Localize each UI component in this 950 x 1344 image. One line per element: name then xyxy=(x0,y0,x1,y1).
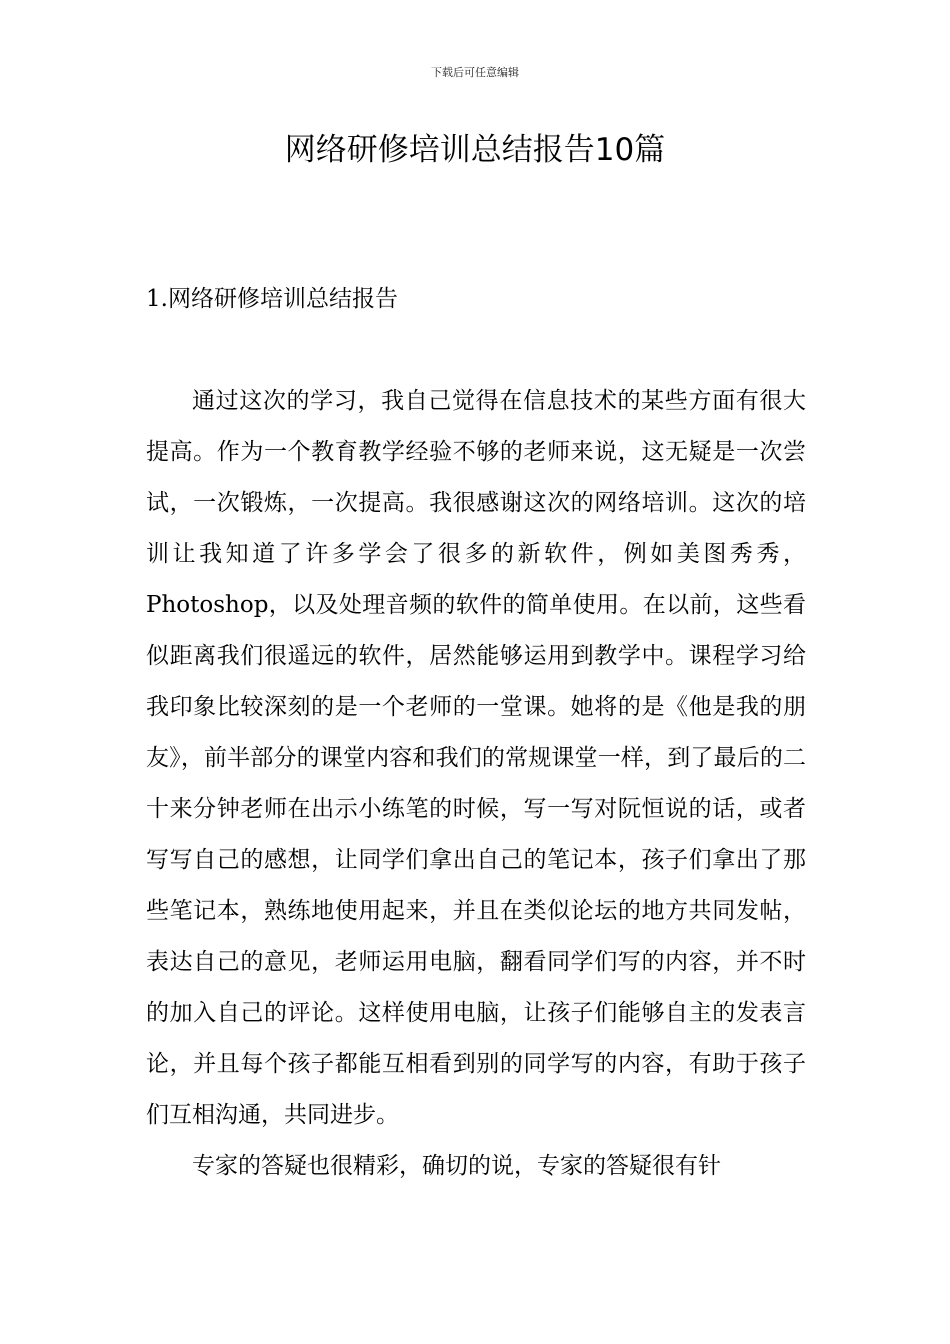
body-text xyxy=(146,376,806,1192)
document-title: 网络研修培训总结报告10篇 xyxy=(284,132,666,168)
paragraph: 专家的答疑也很精彩，确切的说，专家的答疑很有针 xyxy=(192,1153,721,1179)
paragraph: 通过这次的学习，我自己觉得在信息技术的某些方面有很大提高。作为一个教育教学经验不够的老师来说，这无疑是一次尝试，一次锻炼，一次提高。我很感谢这次的网络培训。这次的培训让我知道了许多学会了很多的新软件，例如美图秀秀，Photoshop，以及处理音频的软件的简单使用。在以前，这些看似距离我们很遥远的软件，居然能够运用到教学中。课程学习给我印象比较深刻的是一个老师的一堂课。她将的是《他是我的朋友》，前半部分的课堂内容和我们的常规课堂一样，到了最后的二十来分钟老师在出示小练笔的时候，写一写对阮恒说的话，或者写写自己的感想，让同学们拿出自己的笔记本，孩子们拿出了那些笔记本，熟练地使用起来，并且在类似论坛的地方共同发帖，表达自己的意见，老师运用电脑，翻看同学们写的内容，并不时的加入自己的评论。这样使用电脑，让孩子们能够自主的发表言论，并且每个孩子都能互相看到别的同学写的内容，有助于孩子们互相沟通，共同进步。 xyxy=(146,388,806,1128)
section-heading: 1.网络研修培训总结报告 xyxy=(146,286,398,312)
header-note: 下载后可任意编辑 xyxy=(431,66,519,79)
